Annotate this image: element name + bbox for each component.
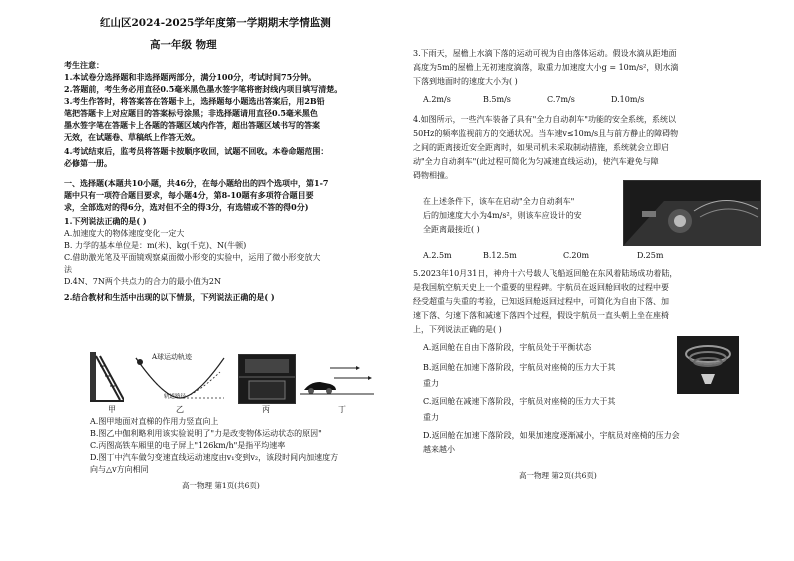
option-c: C.借助激光笔及平面镜观察桌面微小形变的实验中，运用了微小形变放大 [64, 253, 321, 262]
question-4-line: 在上述条件下，该车在启动"全力自动刹车" [423, 197, 575, 206]
q3-option-b: B.5m/s [483, 95, 511, 104]
question-2: 2.结合教材和生活中出现的以下情景，下列说法正确的是( ) [64, 292, 275, 302]
q2-option-a: A.图甲地面对直梯的作用力竖直向上 [90, 417, 219, 426]
exam-subtitle: 高一年级 物理 [150, 39, 217, 51]
notice-line: 4.考试结束后，监考员将答题卡按顺序收回，试题不回收。本卷命题范围： [64, 146, 329, 156]
question-3-line: 下落到地面时的速度大小为( ) [413, 77, 518, 86]
question-1: 1.下列说法正确的是( ) [64, 216, 147, 226]
question-4-line: 动"全力自动刹车"(此过程可简化为匀减速直线运动)，使汽车避免与障 [413, 157, 659, 166]
q2-option-b: B.图乙中伽利略利用该实验说明了"力是改变物体运动状态的原因" [90, 429, 322, 438]
notice-line: 1.本试卷分选择题和非选择题两部分，满分100分，考试时间75分钟。 [64, 72, 317, 82]
question-4-line: 全距离最接近( ) [423, 225, 480, 234]
q5-option-c-cont: 重力 [423, 413, 439, 422]
q5-option-b: B.返回舱在加速下落阶段，宇航员对座椅的压力大于其 [423, 363, 616, 372]
notice-line: 3.考生作答时，将答案答在答题卡上，选择题每小题选出答案后，用2B铅 [64, 96, 325, 106]
q5-option-b-cont: 重力 [423, 379, 439, 388]
q4-option-c: C.20m [563, 251, 590, 260]
q3-option-a: A.2m/s [423, 95, 451, 104]
q4-option-a: A.2.5m [423, 251, 452, 260]
capsule-figure [677, 336, 739, 394]
auto-brake-figure [623, 180, 761, 246]
question-3-line: 高度为5m的屋檐上无初速度滴落，取重力加速度大小g = 10m/s²，则水滴 [413, 63, 679, 72]
q5-option-d-cont: 越来越小 [423, 445, 455, 454]
page-footer: 高一物理 第1页(共6页) [182, 481, 260, 490]
option-a: A.加速度大的物体速度变化一定大 [64, 229, 185, 238]
option-d: D.4N、7N两个共点力的合力的最小值为2N [64, 277, 221, 286]
notice-line: 无效，在试题卷、草稿纸上作答无效。 [64, 132, 200, 142]
page-footer: 高一物理 第2页(共6页) [519, 471, 597, 480]
q2-option-d: D.图丁中汽车做匀变速直线运动速度由v₁变到v₂，该段时间内加速度方 [90, 453, 339, 462]
page-2 [397, 0, 794, 561]
galileo-ramp-figure [134, 350, 226, 406]
section-instructions: 求，全部选对的得6分，选对但不全的得3分，有选错或不答的得0分) [64, 202, 309, 212]
question-3: 3.下雨天，屋檐上水滴下落的运动可视为自由落体运动。假设水滴从距地面 [413, 49, 677, 58]
train-screen-figure [238, 354, 296, 404]
figure-label-bing: 丙 [262, 405, 270, 414]
q4-option-b: B.12.5m [483, 251, 517, 260]
figure-label-ding: 丁 [338, 405, 346, 414]
question-4-line: 后的加速度大小为4m/s²，则该车应设计的安 [423, 211, 582, 220]
question-4-line: 之间的距离接近安全距离时，如果司机未采取制动措施，系统就会立即启 [413, 143, 669, 152]
q2-option-d-cont: 向与△v方向相同 [90, 465, 149, 474]
option-c-cont: 法 [64, 265, 72, 274]
exam-title: 红山区2024-2025学年度第一学期期末学情监测 [100, 17, 331, 29]
q5-option-c: C.返回舱在减速下落阶段，宇航员对座椅的压力大于其 [423, 397, 616, 406]
q5-option-d: D.返回舱在加速下落阶段，如果加速度逐渐减小，宇航员对座椅的压力会 [423, 431, 680, 440]
q5-option-a: A.返回舱在自由下落阶段，宇航员处于平衡状态 [423, 343, 592, 352]
ladder-figure [90, 352, 124, 402]
q3-option-d: D.10m/s [611, 95, 645, 104]
notice-line: 墨水签字笔在答题卡上各题的答题区域内作答，超出答题区域书写的答案 [64, 120, 320, 130]
question-4-line: 50Hz的频率监视前方的交通状况。当车速v≤10m/s且与前方静止的障碍物 [413, 129, 679, 138]
figure-caption: A球运动轨迹 [152, 353, 193, 361]
section-instructions: 题中只有一项符合题目要求，每小题4分，第8-10题有多项符合题目要 [64, 190, 314, 200]
figure-label-yi: 乙 [176, 405, 184, 414]
question-5-line: 速下落、匀速下落和减速下落四个过程，假设宇航员一直头朝上坐在座椅 [413, 311, 669, 320]
question-5-line: 是我国航空航天史上一个重要的里程碑。宇航员在返回舱回收的过程中要 [413, 283, 669, 292]
car-motion-figure [300, 360, 374, 400]
notice-line: 笔把答题卡上对应题目的答案标号涂黑；非选择题请用直径0.5毫米黑色 [64, 108, 318, 118]
q3-option-c: C.7m/s [547, 95, 575, 104]
question-4: 4.如图所示，一些汽车装备了具有"全力自动刹车"功能的安全系统，系统以 [413, 115, 676, 124]
notice-line: 2.答题前，考生务必用直径0.5毫米黑色墨水签字笔将密封线内项目填写清楚。 [64, 84, 343, 94]
option-b: B. 力学的基本单位是：m(米)、kg(千克)、N(牛顿) [64, 241, 247, 250]
q4-option-d: D.25m [637, 251, 664, 260]
question-5: 5.2023年10月31日，神舟十六号载人飞船返回舱在东风着陆场成功着陆， [413, 269, 678, 278]
notice-heading: 考生注意： [64, 60, 104, 70]
question-5-line: 上，下列说法正确的是( ) [413, 325, 502, 334]
question-4-line: 碍物相撞。 [413, 171, 453, 180]
section-instructions: 一、选择题(本题共10小题，共46分，在每小题给出的四个选项中，第1-7 [64, 178, 329, 188]
figure-caption: 轨道路径 [164, 394, 187, 400]
question-5-line: 经受超重与失重的考验，已知返回舱返回过程中，可简化为自由下落、加 [413, 297, 669, 306]
notice-line: 必修第一册。 [64, 158, 112, 168]
figure-label-jia: 甲 [108, 405, 116, 414]
q2-option-c: C.丙图高铁车厢里的电子屏上"126km/h"是指平均速率 [90, 441, 286, 450]
